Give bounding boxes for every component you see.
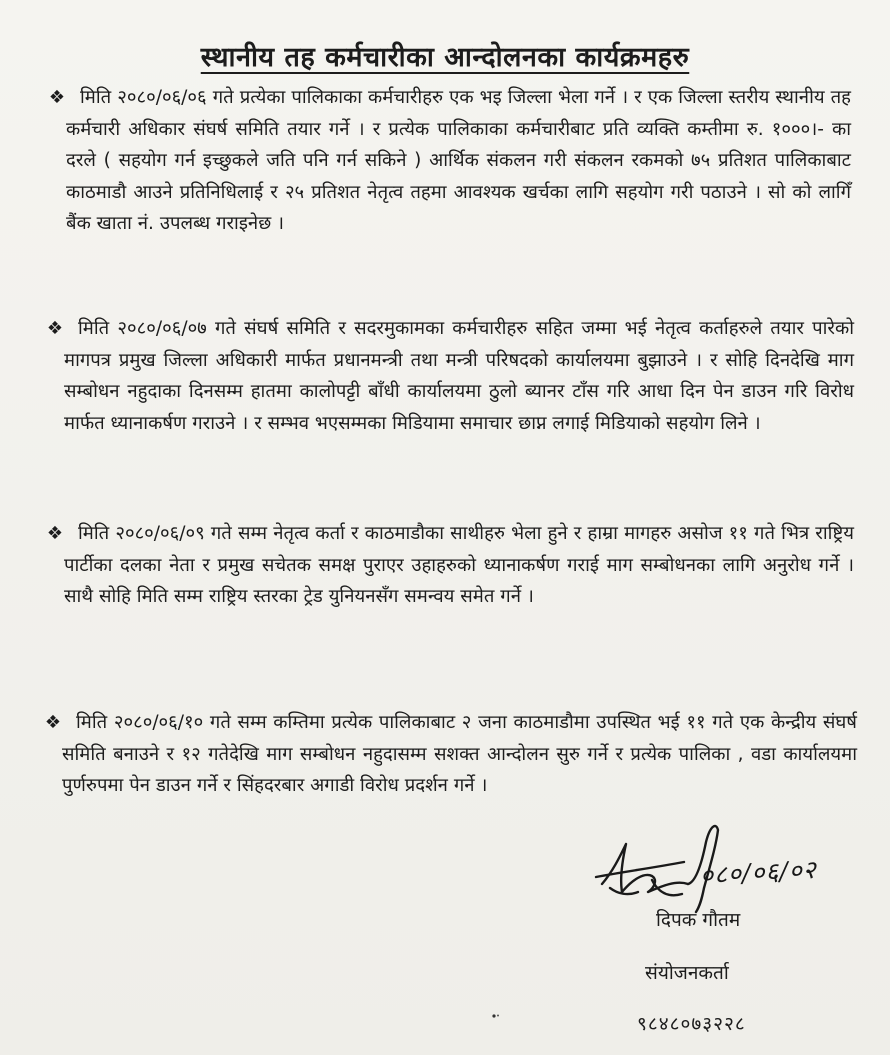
paragraph-1 — [48, 82, 851, 240]
paragraph-1-text: मिति २०८०/०६/०६ गते प्रत्येका पालिकाका कर्मचारीहरु एक भइ जिल्ला भेला गर्ने । र एक जिल्ला स्तरीय स्थानीय तह कर्मचारी अधिकार संघर्ष समिति तयार गर्ने । र प्रत्येक पालिकाका कर्मचारीबाट प्रति व्यक्ति कम्तीमा रु. १०००।- का दरले ( सहयोग गर्न इच्छुकले जति पनि गर्न सकिने ) आर्थिक संकलन गरी संकलन रकमको ७५ प्रतिशत पालिकाबाट काठमाडौ आउने प्रतिनिधिलाई र २५ प्रतिशत नेतृत्व तहमा आवश्यक खर्चका लागि सहयोग गरी पठाउने । सो को लागिँ बैंक खाता नं. उपलब्ध गराइनेछ । — [66, 87, 851, 234]
document-title-text: स्थानीय तह कर्मचारीका आन्दोलनका कार्यक्रमहरु — [200, 42, 690, 73]
paragraph-2 — [46, 313, 854, 439]
paragraph-3-text: मिति २०८०/०६/०९ गते सम्म नेतृत्व कर्ता र काठमाडौका साथीहरु भेला हुने र हाम्रा मागहरु असोज ११ गते भित्र राष्ट्रिय पार्टीका दलका नेता र प्रमुख सचेतक समक्ष पुराएर उहाहरुको ध्यानाकर्षण गराई माग सम्बोधनका लागि अनुरोध गर्ने । साथै सोहि मिति सम्म राष्ट्रिय स्तरका ट्रेड युनियनसँग समन्वय समेत गर्ने । — [64, 523, 854, 607]
bullet-icon: ❖ — [46, 318, 64, 339]
bullet-icon: ❖ — [44, 712, 62, 733]
bullet-icon: ❖ — [48, 87, 66, 108]
bullet-icon: ❖ — [46, 523, 64, 544]
handwritten-date: ०८०/०६/०२ — [699, 854, 818, 890]
signatory-phone: ९८४८०७३२२८ — [637, 1013, 746, 1035]
paragraph-4-text: मिति २०८०/०६/१० गते सम्म कम्तिमा प्रत्येक पालिकाबाट २ जना काठमाडौमा उपस्थित भई ११ गते एक केन्द्रीय संघर्ष समिति बनाउने र १२ गतेदेखि माग सम्बोधन नहुदासम्म सशक्त आन्दोलन सुरु गर्ने र प्रत्येक पालिका , वडा कार्यालयमा पुर्णरुपमा पेन डाउन गर्ने र सिंहदरबार अगाडी विरोध प्रदर्शन गर्ने । — [62, 712, 857, 796]
paragraph-4 — [44, 707, 857, 802]
signatory-role: संयोजनकर्ता — [645, 962, 729, 984]
ink-smudge-icon — [491, 1013, 501, 1019]
signatory-name: दिपक गौतम — [656, 909, 741, 931]
paragraph-2-text: मिति २०८०/०६/०७ गते संघर्ष समिति र सदरमुकामका कर्मचारीहरु सहित जम्मा भई नेतृत्व कर्ताहरुले तयार पारेको मागपत्र प्रमुख जिल्ला अधिकारी मार्फत प्रधानमन्त्री तथा मन्त्री परिषदको कार्यालयमा बुझाउने । र सोहि दिनदेखि माग सम्बोधन नहुदाका दिनसम्म हातमा कालोपट्टी बाँधी कार्यालयमा ठुलो ब्यानर टाँस गरि आधा दिन पेन डाउन गरि विरोध मार्फत ध्यानाकर्षण गराउने । र सम्भव भएसम्मका मिडियामा समाचार छाप्न लगाई मिडियाको सहयोग लिने । — [64, 318, 854, 434]
paragraph-3 — [46, 518, 854, 613]
document-title — [0, 38, 890, 78]
